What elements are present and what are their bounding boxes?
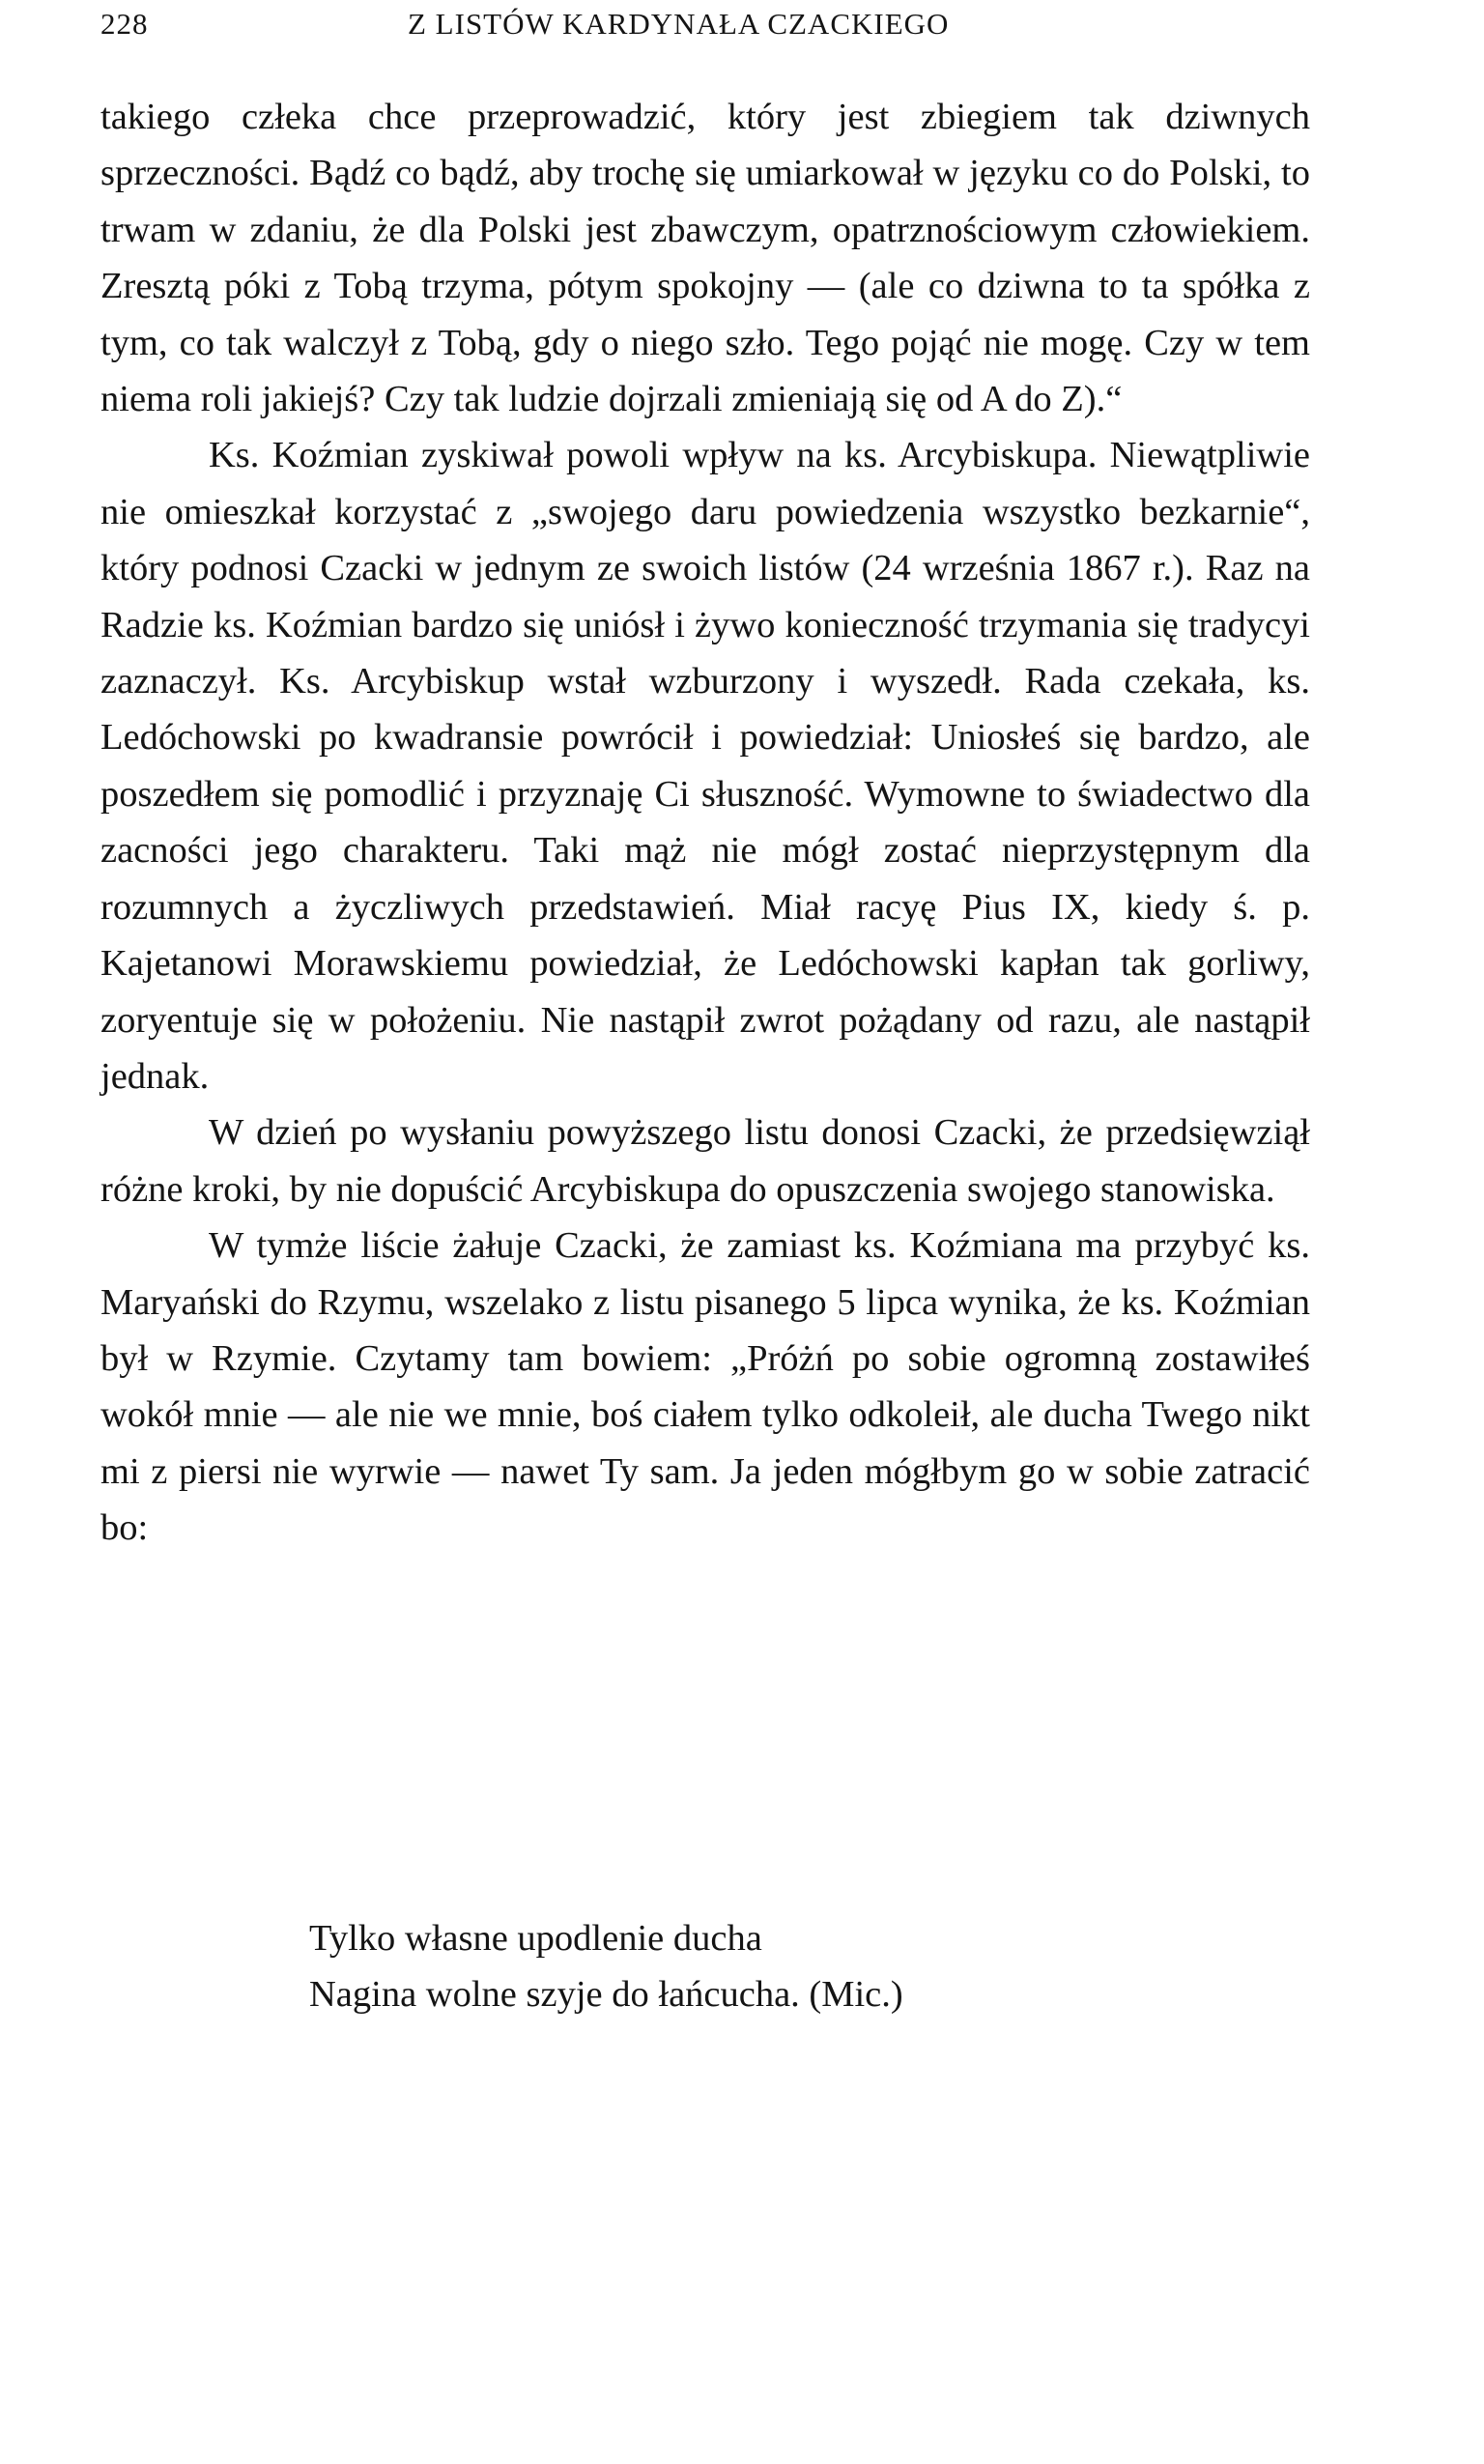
verse-quotation [309,1910,1275,2023]
verse-line: Nagina wolne szyje do łańcucha. (Mic.) [309,1974,903,2016]
paragraph-continued: takiego człeka chce przeprowadzić, który jest zbiegiem tak dziwnych sprzeczności. Bądź co bądź, aby trochę się umiarkował w języku co do Polski, to trwam w zdaniu, że dla Polski jest zbawczym, opatrznościowym człowiekiem. Zresztą póki z Tobą trzyma, pótym spokojny — (ale co dziwna to ta spółka z tym, co tak walczył z Tobą, gdy o niego szło. Tego pojąć nie mogę. Czy w tem niema roli jakiejś? Czy tak ludzie dojrzali zmieniają się od A do Z).“ [100,97,1310,420]
paragraph-kozmian-influence: Ks. Koźmian zyskiwał powoli wpływ na ks. Arcybiskupa. Niewątpliwie nie omieszkał korzystać z „swojego daru powiedzenia wszystko bezkarnie“, który podnosi Czacki w jednym ze swoich listów (24 września 1867 r.). Raz na Radzie ks. Koźmian bardzo się uniósł i żywo konieczność trzymania się tradycyi zaznaczył. Ks. Arcybiskup wstał wzburzony i wyszedł. Rada czekała, ks. Ledóchowski po kwadransie powrócił i powiedział: Uniosłeś się bardzo, ale poszedłem się pomodlić i przyznaję Ci słuszność. Wymowne to świadectwo dla zacności jego charakteru. Taki mąż nie mógł zostać nieprzystępnym dla rozumnych a życzliwych przedstawień. Miał racyę Pius IX, kiedy ś. p. Kajetanowi Morawskiemu powiedział, że Ledóchowski kapłan tak gorliwy, zoryentuje się w położeniu. Nie nastąpił zwrot pożądany od razu, ale nastąpił jednak. [100,435,1310,1097]
paragraph-next-day: W dzień po wysłaniu powyższego listu donosi Czacki, że przedsięwziął różne kroki, by nie dopuścić Arcybiskupa do opuszczenia swojego stanowiska. [100,1112,1310,1210]
paragraph-same-letter: W tymże liście żałuje Czacki, że zamiast ks. Koźmiana ma przybyć ks. Maryański do Rzymu, wszelako z listu pisanego 5 lipca wynika, że ks. Koźmian był w Rzymie. Czytamy tam bowiem: „Próżń po sobie ogromną zostawiłeś wokół mnie — ale nie we mnie, boś ciałem tylko odkoleił, ale ducha Twego nikt mi z piersi nie wyrwie — nawet Ty sam. Ja jeden mógłbym go w sobie zatracić bo: [100,1225,1310,1549]
running-title: Z LISTÓW KARDYNAŁA CZACKIEGO [408,7,950,41]
running-head [100,0,1310,48]
verse-line: Tylko własne upodlenie ducha [309,1918,762,1959]
body-text [100,89,1310,1557]
page-number: 228 [100,7,149,41]
